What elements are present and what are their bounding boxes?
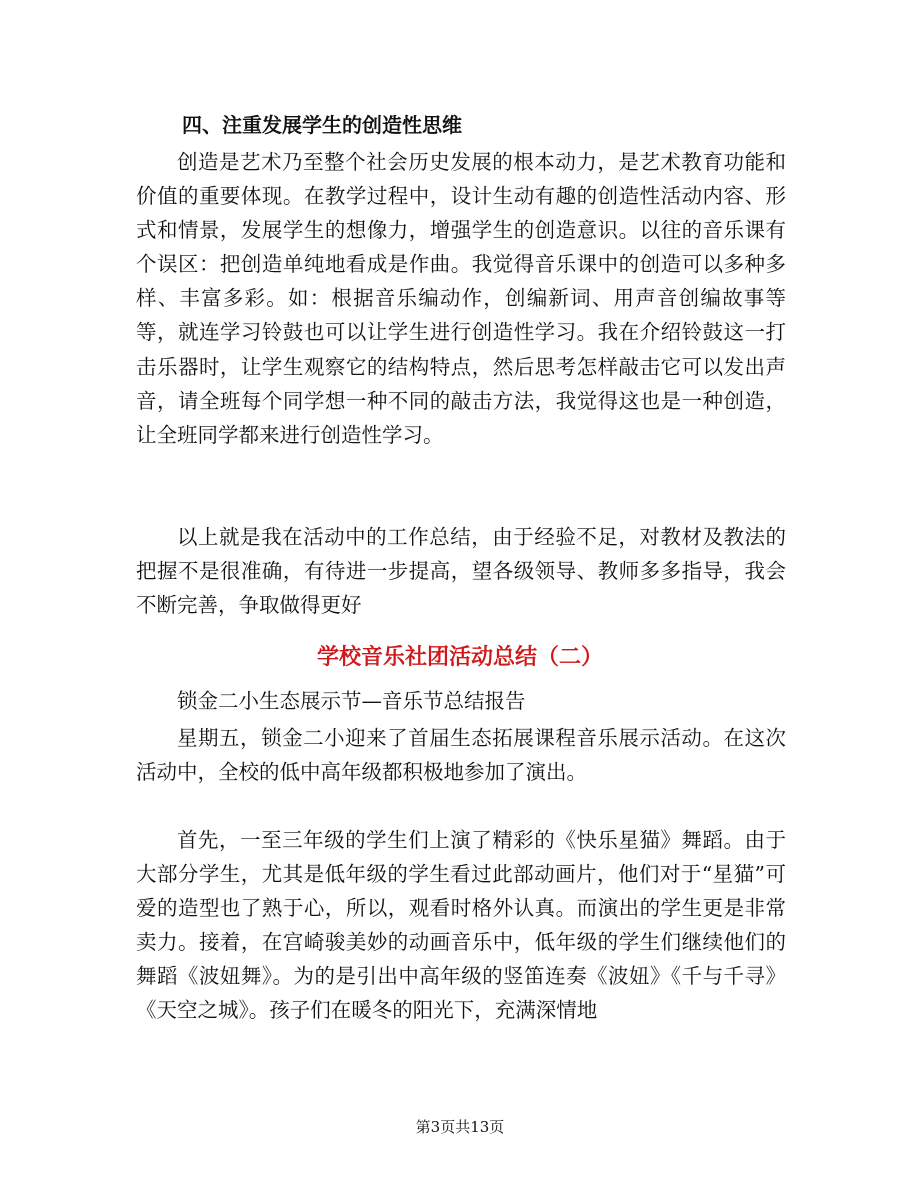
section-heading: 四、注重发展学生的创造性思维 <box>182 113 462 137</box>
document-title: 学校音乐社团活动总结（二） <box>316 645 603 670</box>
page-number-footer: 第3页共13页 <box>415 1118 505 1136</box>
body-paragraph-performances: 首先，一至三年级的学生们上演了精彩的《快乐星猫》舞蹈。由于大部分学生，尤其是低年级的学生看过此部动画片，他们对于“星猫”可爱的造型也了熟于心，所以，观看时格外认真。而演出的学生更是非常卖力。接着，在宫崎骏美妙的动画音乐中，低年级的学生们继续他们的舞蹈《波妞舞》。为的是引出中高年级的竖笛连奏《波妞》《千与千寻》《天空之城》。孩子们在暖冬的阳光下，充满深情地 <box>136 828 786 1023</box>
document-subtitle: 锁金二小生态展示节—音乐节总结报告 <box>177 689 526 713</box>
section-paragraph-conclusion: 以上就是我在活动中的工作总结，由于经验不足，对教材及教法的把握不是很准确，有待进一步提高，望各级领导、教师多多指导，我会不断完善，争取做得更好 <box>136 525 786 618</box>
section-paragraph-creativity: 创造是艺术乃至整个社会历史发展的根本动力，是艺术教育功能和价值的重要体现。在教学过程中，设计生动有趣的创造性活动内容、形式和情景，发展学生的想像力，增强学生的创造意识。以往的音乐课有个误区：把创造单纯地看成是作曲。我觉得音乐课中的创造可以多种多样、丰富多彩。如：根据音乐编动作，创编新词、用声音创编故事等等，就连学习铃鼓也可以让学生进行创造性学习。我在介绍铃鼓这一打击乐器时，让学生观察它的结构特点，然后思考怎样敲击它可以发出声音，请全班每个同学想一种不同的敲击方法，我觉得这也是一种创造，让全班同学都来进行创造性学习。 <box>136 150 786 447</box>
body-paragraph-intro: 星期五，锁金二小迎来了首届生态拓展课程音乐展示活动。在这次活动中，全校的低中高年级都积极地参加了演出。 <box>136 726 786 785</box>
